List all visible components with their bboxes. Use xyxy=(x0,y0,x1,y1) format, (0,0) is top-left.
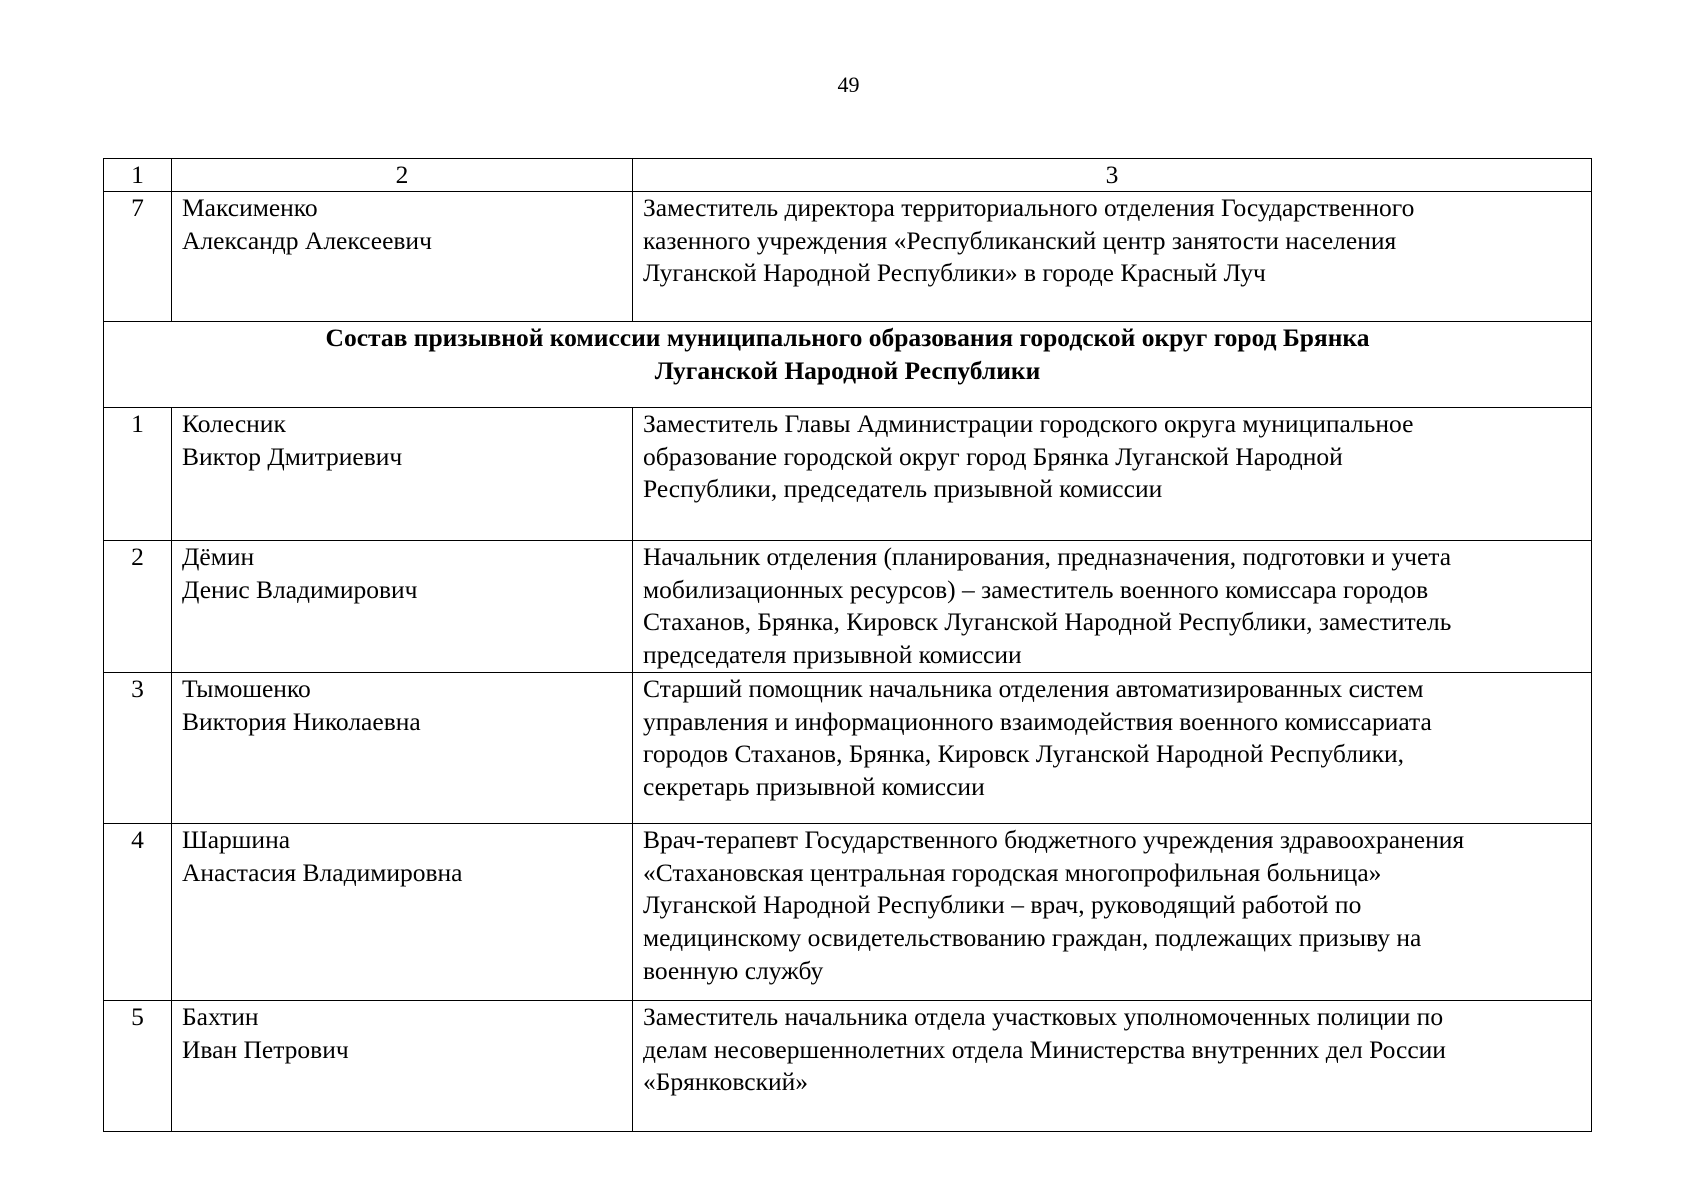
position-line: Стаханов, Брянка, Кировск Луганской Народной Республики, заместитель xyxy=(643,607,1452,637)
position-line: «Стахановская центральная городская многопрофильная больница» xyxy=(643,857,1382,887)
position-line: Республики, председатель призывной комиссии xyxy=(643,474,1163,504)
position-line: Заместитель начальника отдела участковых уполномоченных полиции по xyxy=(643,1002,1444,1031)
section-title-line: Луганской Народной Республики xyxy=(654,355,1041,385)
member-position xyxy=(633,1001,1592,1132)
section-title-line: Состав призывной комиссии муниципального образования городской округ город Брянка xyxy=(325,323,1370,352)
member-position xyxy=(633,824,1592,1001)
position-line: Начальник отделения (планирования, предназначения, подготовки и учета xyxy=(643,542,1452,571)
member-position xyxy=(633,408,1592,541)
given-names: Александр Алексеевич xyxy=(182,225,432,255)
position-line: казенного учреждения «Республиканский центр занятости населения xyxy=(643,225,1397,255)
position-line: председателя призывной комиссии xyxy=(643,640,1022,670)
column-number-3: 3 xyxy=(633,159,1592,192)
position-line: секретарь призывной комиссии xyxy=(643,772,985,802)
row-number: 1 xyxy=(104,408,172,541)
table-row xyxy=(104,541,1592,673)
column-number-2: 2 xyxy=(172,159,633,192)
given-names: Виктор Дмитриевич xyxy=(182,441,403,471)
member-name xyxy=(172,824,633,1001)
position-line: «Брянковский» xyxy=(643,1067,809,1097)
table-row xyxy=(104,408,1592,541)
table-row xyxy=(104,192,1592,322)
surname: Колесник xyxy=(182,409,286,438)
section-title-row xyxy=(104,322,1592,408)
section-title xyxy=(104,322,1592,408)
row-number: 4 xyxy=(104,824,172,1001)
given-names: Денис Владимирович xyxy=(182,574,418,604)
position-line: медицинскому освидетельствованию граждан, подлежащих призыву на xyxy=(643,923,1422,953)
page-number: 49 xyxy=(837,72,860,97)
given-names: Виктория Николаевна xyxy=(182,706,421,736)
position-line: Старший помощник начальника отделения автоматизированных систем xyxy=(643,674,1424,703)
row-number: 2 xyxy=(104,541,172,673)
position-line: Луганской Народной Республики – врач, руководящий работой по xyxy=(643,890,1362,920)
surname: Тымошенко xyxy=(182,674,311,703)
position-line: Луганской Народной Республики» в городе Красный Луч xyxy=(643,258,1266,288)
row-number: 3 xyxy=(104,673,172,824)
column-number-row xyxy=(104,159,1592,192)
given-names: Анастасия Владимировна xyxy=(182,857,463,887)
commission-table xyxy=(103,158,1592,1132)
surname: Шаршина xyxy=(182,825,291,854)
table-row xyxy=(104,673,1592,824)
member-name xyxy=(172,192,633,322)
member-position xyxy=(633,673,1592,824)
table-row xyxy=(104,1001,1592,1132)
given-names: Иван Петрович xyxy=(182,1034,349,1064)
member-name xyxy=(172,673,633,824)
surname: Бахтин xyxy=(182,1002,259,1031)
position-line: Врач-терапевт Государственного бюджетного учреждения здравоохранения xyxy=(643,825,1465,854)
row-number: 5 xyxy=(104,1001,172,1132)
member-name xyxy=(172,408,633,541)
surname: Максименко xyxy=(182,193,318,222)
position-line: управления и информационного взаимодействия военного комиссариата xyxy=(643,706,1432,736)
member-name xyxy=(172,541,633,673)
member-position xyxy=(633,541,1592,673)
position-line: делам несовершеннолетних отдела Министерства внутренних дел России xyxy=(643,1034,1446,1064)
position-line: образование городской округ город Брянка Луганской Народной xyxy=(643,441,1343,471)
position-line: военную службу xyxy=(643,955,824,985)
surname: Дёмин xyxy=(182,542,255,571)
position-line: мобилизационных ресурсов) – заместитель военного комиссара городов xyxy=(643,574,1429,604)
position-line: Заместитель Главы Администрации городского округа муниципальное xyxy=(643,409,1414,438)
position-line: городов Стаханов, Брянка, Кировск Луганской Народной Республики, xyxy=(643,739,1405,769)
member-position xyxy=(633,192,1592,322)
position-line: Заместитель директора территориального отделения Государственного xyxy=(643,193,1415,222)
row-number: 7 xyxy=(104,192,172,322)
column-number-1: 1 xyxy=(104,159,172,192)
table-row xyxy=(104,824,1592,1001)
member-name xyxy=(172,1001,633,1132)
